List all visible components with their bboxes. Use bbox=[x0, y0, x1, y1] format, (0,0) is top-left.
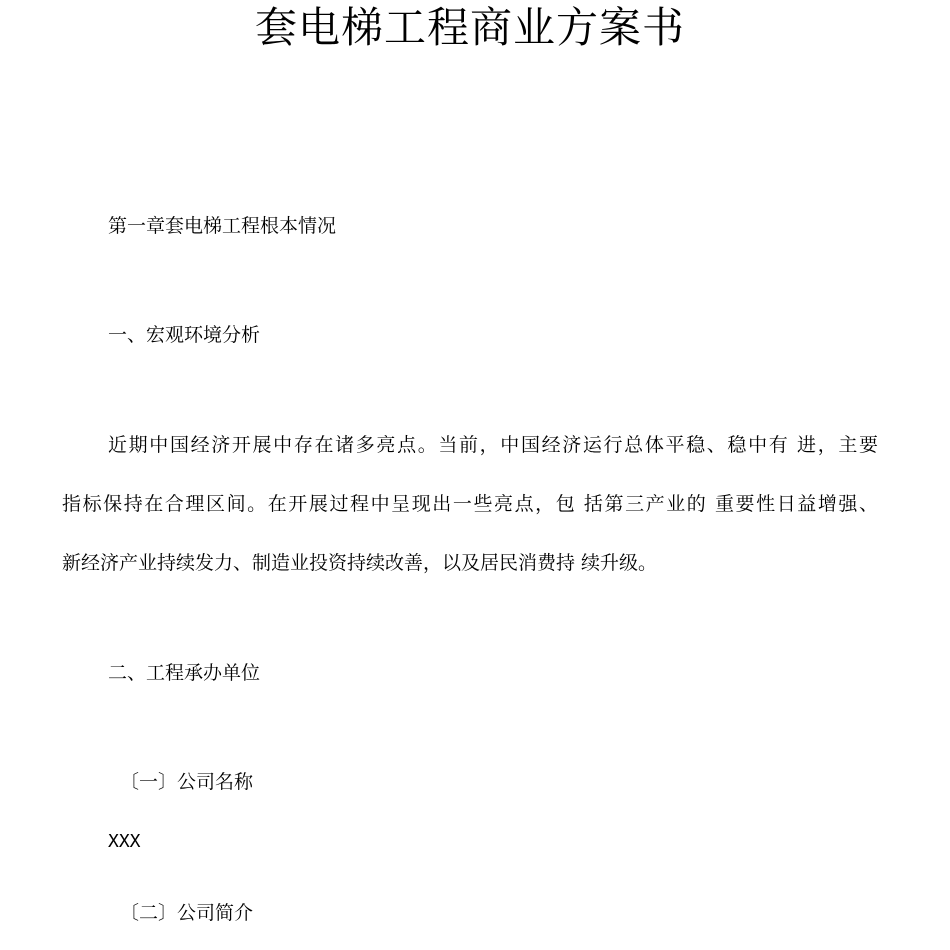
subsection-heading-company-profile: 〔二〕公司简介 bbox=[120, 902, 254, 924]
paragraph-line: 近期中国经济开展中存在诸多亮点。当前，中国经济运行总体平稳、稳中有 进，主要 bbox=[108, 434, 878, 456]
paragraph-line: 新经济产业持续发力、制造业投资持续改善，以及居民消费持 续升级。 bbox=[62, 552, 658, 574]
section-heading-undertaking-unit: 二、工程承办单位 bbox=[108, 662, 261, 684]
document-title: 套电梯工程商业方案书 bbox=[254, 3, 685, 52]
paragraph-line: 指标保持在合理区间。在开展过程中呈现出一些亮点，包 括第三产业的 重要性日益增强、 bbox=[62, 493, 878, 515]
subsection-heading-company-name: 〔一〕公司名称 bbox=[120, 771, 254, 793]
chapter-heading: 第一章套电梯工程根本情况 bbox=[108, 215, 337, 237]
section-heading-macro-environment: 一、宏观环境分析 bbox=[108, 324, 261, 346]
company-name-value: XXX bbox=[108, 831, 141, 852]
